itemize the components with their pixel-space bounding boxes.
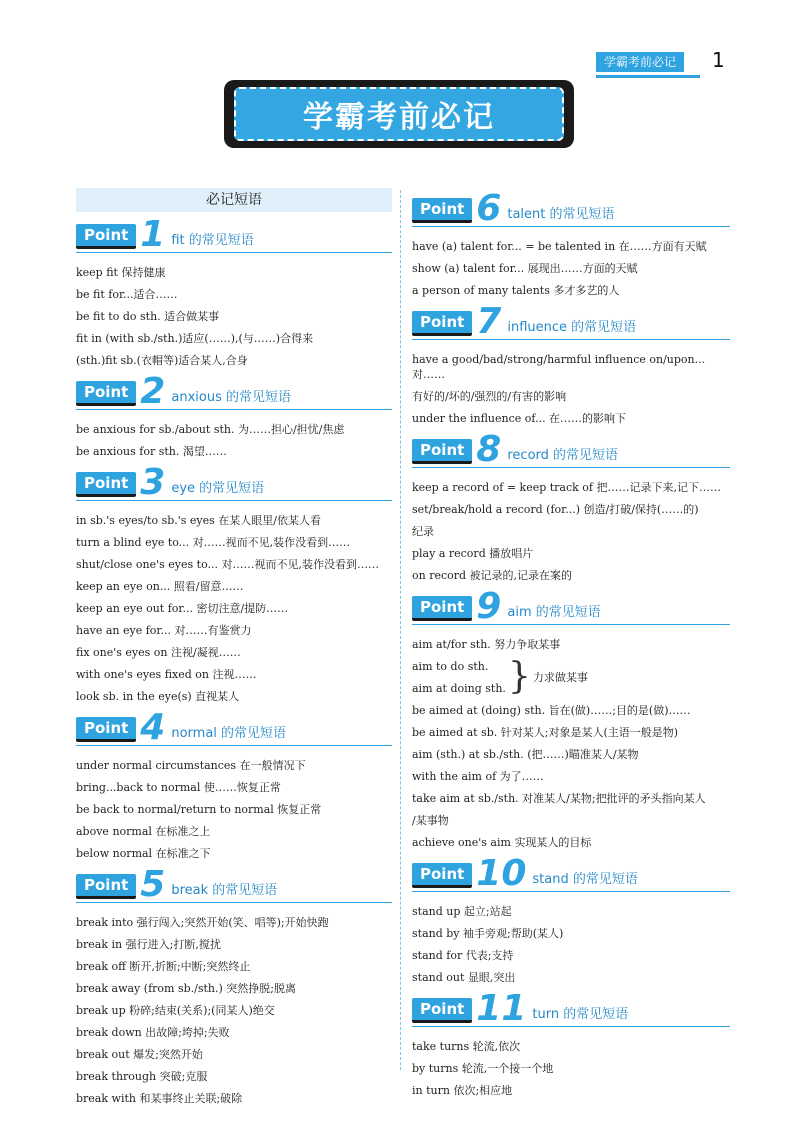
point-number: 7 (476, 301, 502, 342)
point-header (76, 707, 392, 748)
phrase-entry: keep a record of = keep track of 把……记录下来,记下…… (412, 480, 721, 494)
point-badge: Point (76, 381, 136, 406)
column-divider (400, 190, 401, 1070)
point-header (76, 371, 392, 412)
title-banner (224, 80, 574, 148)
point-title: aim 的常见短语 (507, 605, 601, 620)
point-header (412, 853, 730, 894)
point-number: 9 (476, 586, 502, 627)
point-badge: Point (412, 311, 472, 336)
left-column (76, 188, 392, 1109)
point-title: stand 的常见短语 (532, 872, 638, 887)
phrase-entry: show (a) talent for... 展现出……方面的天赋 (412, 261, 638, 275)
header-tag: 学霸考前必记 (596, 52, 684, 72)
phrase-entry: a person of many talents 多才多艺的人 (412, 283, 620, 297)
point-number: 1 (140, 214, 166, 255)
brace-meaning: 力求做某事 (532, 671, 588, 684)
phrase-entry: bring...back to normal 使……恢复正常 (76, 780, 281, 794)
point-badge: Point (76, 224, 136, 249)
phrase-entry: break in 强行进入;打断,搅扰 (76, 937, 221, 951)
phrase-entry: below normal 在标准之下 (76, 846, 211, 860)
phrase-entry: break out 爆发;突然开始 (76, 1047, 203, 1061)
page-number: 1 (712, 48, 725, 72)
phrase-entry: keep fit 保持健康 (76, 265, 166, 279)
point-badge: Point (412, 863, 472, 888)
phrase-entry: with the aim of 为了…… (412, 769, 544, 783)
phrase-entry: break with 和某事终止关联;破除 (76, 1091, 243, 1105)
point-number: 5 (140, 864, 166, 905)
point-number: 3 (140, 462, 166, 503)
phrase-entry: /某事物 (412, 813, 449, 827)
point-number: 6 (476, 188, 502, 229)
phrase-entry: be fit to do sth. 适合做某事 (76, 309, 220, 323)
phrase-entry: fit in (with sb./sth.)适应(……),(与……)合得来 (76, 331, 314, 345)
right-column (412, 188, 730, 1101)
point-header (412, 586, 730, 627)
point-badge: Point (76, 717, 136, 742)
phrase-entry: under the influence of... 在……的影响下 (412, 411, 627, 425)
phrase-entry: break into 强行闯入;突然开始(笑、唱等);开始快跑 (76, 915, 329, 929)
phrase-entry: be anxious for sb./about sth. 为……担心/担忧/焦虑 (76, 422, 345, 436)
phrase-entry: break off 断开,折断;中断;突然终止 (76, 959, 251, 973)
phrase-entry: aim at/for sth. 努力争取某事 (412, 637, 561, 651)
point-header (76, 462, 392, 503)
point-header (412, 188, 730, 229)
phrase-entry: turn a blind eye to... 对……视而不见,装作没看到…… (76, 535, 351, 549)
point-number: 8 (476, 429, 502, 470)
phrase-entry: have an eye for... 对……有鉴赏力 (76, 623, 252, 637)
point-header (76, 864, 392, 905)
phrase-entry: in sb.'s eyes/to sb.'s eyes 在某人眼里/依某人看 (76, 513, 322, 527)
phrase-entry: stand by 袖手旁观;帮助(某人) (412, 926, 564, 940)
point-number: 2 (140, 371, 166, 412)
point-title: anxious 的常见短语 (171, 390, 291, 405)
point-number: 4 (140, 707, 166, 748)
phrase-entry: take aim at sb./sth. 对准某人/某物;把批评的矛头指向某人 (412, 791, 706, 805)
phrase-entry: be back to normal/return to normal 恢复正常 (76, 802, 322, 816)
phrase-entry: have (a) talent for... = be talented in 在……方面有天赋 (412, 239, 707, 253)
point-badge: Point (412, 596, 472, 621)
phrase-entry: keep an eye on... 照看/留意…… (76, 579, 244, 593)
brace-lines (412, 655, 506, 699)
point-badge: Point (76, 472, 136, 497)
point-title: fit 的常见短语 (171, 233, 254, 248)
phrase-entry: 纪录 (412, 524, 434, 538)
point-badge: Point (76, 874, 136, 899)
header-underline (596, 75, 700, 78)
phrase-entry: by turns 轮流,一个接一个地 (412, 1061, 554, 1075)
point-header (412, 988, 730, 1029)
point-title: turn 的常见短语 (532, 1007, 629, 1022)
phrase-entry: keep an eye out for... 密切注意/提防…… (76, 601, 289, 615)
point-header (76, 214, 392, 255)
point-badge: Point (412, 439, 472, 464)
phrase-entry: be anxious for sth. 渴望…… (76, 444, 227, 458)
phrase-entry: under normal circumstances 在一般情况下 (76, 758, 306, 772)
phrase-entry: be aimed at (doing) sth. 旨在(做)……;目的是(做)…… (412, 703, 691, 717)
phrase-entry: shut/close one's eyes to... 对……视而不见,装作没看到…… (76, 557, 379, 571)
phrase-entry: play a record 播放唱片 (412, 546, 534, 560)
banner-title: 学霸考前必记 (234, 87, 564, 141)
point-title: break 的常见短语 (171, 883, 278, 898)
phrase-entry: 有好的/坏的/强烈的/有害的影响 (412, 389, 567, 403)
phrase-entry: have a good/bad/strong/harmful influence on/upon... 对…… (412, 352, 706, 381)
point-title: influence 的常见短语 (507, 320, 637, 335)
section-title: 必记短语 (76, 188, 392, 212)
phrase-entry: break away (from sb./sth.) 突然挣脱;脱离 (76, 981, 296, 995)
point-number: 11 (476, 988, 527, 1029)
phrase-entry: stand up 起立;站起 (412, 904, 512, 918)
phrase-entry: (sth.)fit sb.(衣帽等)适合某人,合身 (76, 353, 248, 367)
phrase-entry: aim at doing sth. (412, 681, 506, 695)
phrase-entry: aim to do sth. (412, 659, 489, 673)
point-header (412, 429, 730, 470)
phrase-entry: with one's eyes fixed on 注视…… (76, 667, 257, 681)
phrase-entry: set/break/hold a record (for...) 创造/打破/保持(……的) (412, 502, 699, 516)
brace-symbol: } (507, 656, 531, 697)
phrase-entry: look sb. in the eye(s) 直视某人 (76, 689, 240, 703)
point-number: 10 (476, 853, 527, 894)
phrase-entry: take turns 轮流,依次 (412, 1039, 521, 1053)
phrase-entry: stand out 显眼,突出 (412, 970, 516, 984)
phrase-entry: achieve one's aim 实现某人的目标 (412, 835, 592, 849)
phrase-entry: on record 被记录的,记录在案的 (412, 568, 573, 582)
phrase-entry: break down 出故障;垮掉;失败 (76, 1025, 230, 1039)
phrase-entry: stand for 代表;支持 (412, 948, 514, 962)
phrase-entry: be fit for...适合…… (76, 287, 178, 301)
phrase-entry: above normal 在标准之上 (76, 824, 211, 838)
point-title: record 的常见短语 (507, 448, 619, 463)
point-header (412, 301, 730, 342)
point-title: normal 的常见短语 (171, 726, 287, 741)
phrase-entry: in turn 依次;相应地 (412, 1083, 513, 1097)
phrase-entry: break up 粉碎;结束(关系);(同某人)绝交 (76, 1003, 275, 1017)
phrase-entry: aim (sth.) at sb./sth. (把……)瞄准某人/某物 (412, 747, 639, 761)
phrase-entry: fix one's eyes on 注视/凝视…… (76, 645, 241, 659)
point-badge: Point (412, 198, 472, 223)
point-title: eye 的常见短语 (171, 481, 265, 496)
brace-group (412, 655, 730, 699)
phrase-entry: break through 突破;克服 (76, 1069, 208, 1083)
point-badge: Point (412, 998, 472, 1023)
phrase-entry: be aimed at sb. 针对某人;对象是某人(主语一般是物) (412, 725, 679, 739)
point-title: talent 的常见短语 (507, 207, 615, 222)
